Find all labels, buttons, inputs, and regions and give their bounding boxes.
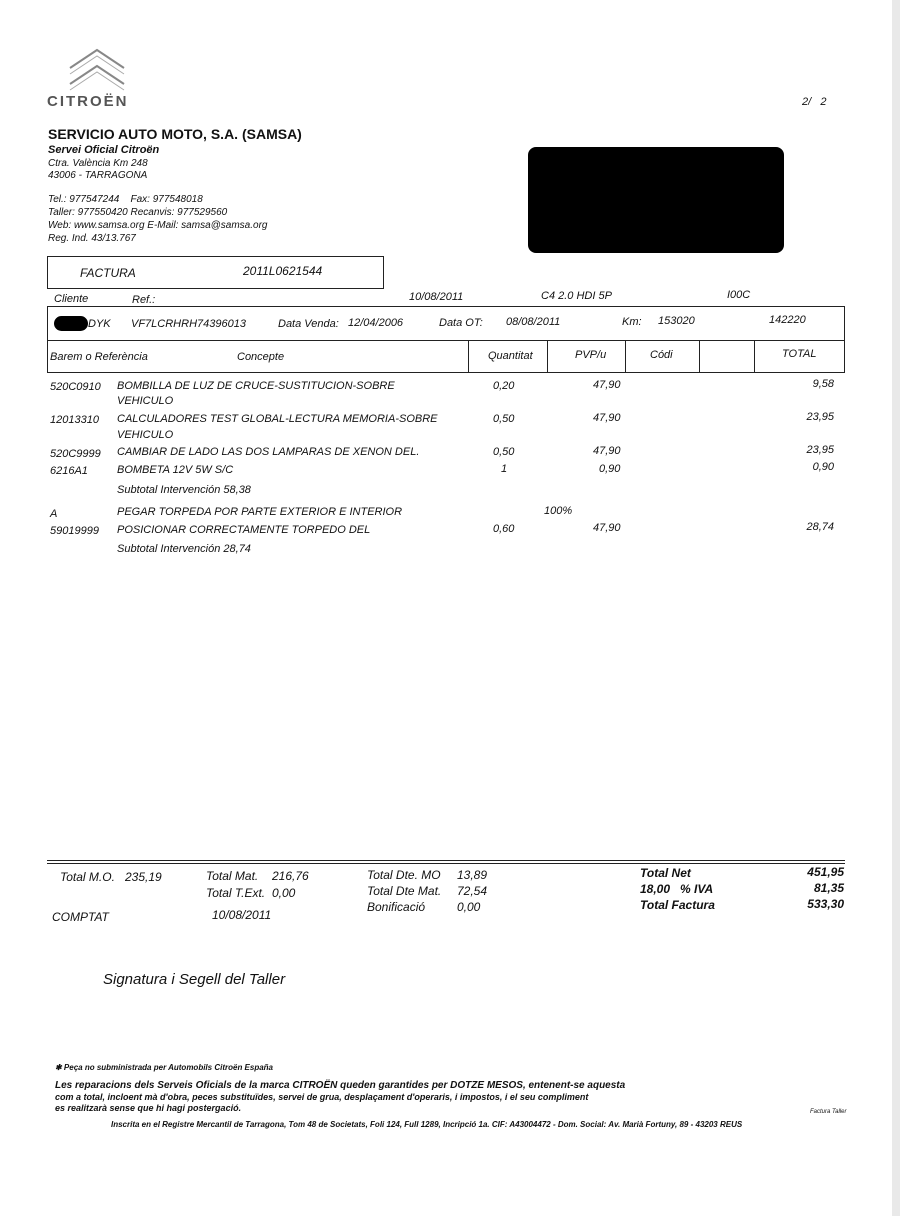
- company-contact2: Taller: 977550420 Recanvis: 977529560: [48, 207, 228, 218]
- bonificacio-label: Bonificació: [367, 900, 426, 914]
- invoice-number: 2011L0621544: [243, 264, 323, 278]
- sale-date: 12/04/2006: [348, 317, 404, 329]
- invoice-label: FACTURA: [80, 266, 136, 280]
- ot-date: 08/08/2011: [506, 316, 561, 328]
- row-total: 28,74: [806, 521, 834, 533]
- row-concept2: VEHICULO: [117, 395, 174, 407]
- row-total: 9,58: [812, 378, 834, 390]
- company-contact3: Web: www.samsa.org E-Mail: samsa@samsa.org: [48, 220, 268, 231]
- header-qty: Quantitat: [488, 350, 533, 362]
- group2-ref: A: [50, 508, 58, 520]
- company-address1: Ctra. València Km 248: [48, 158, 148, 169]
- company-name: SERVICIO AUTO MOTO, S.A. (SAMSA): [48, 126, 302, 142]
- company-service: Servei Oficial Citroën: [48, 144, 160, 156]
- payment-date: 10/08/2011: [212, 908, 272, 922]
- total-mo: 235,19: [125, 870, 162, 884]
- row-pvp: 47,90: [593, 412, 621, 424]
- total-dte-mat-label: Total Dte Mat.: [367, 884, 442, 898]
- bonificacio: 0,00: [457, 900, 481, 914]
- total-dte-mat: 72,54: [457, 884, 488, 898]
- header-concept: Concepte: [237, 351, 285, 363]
- row-qty: 0,60: [493, 523, 515, 535]
- subtotal-1: Subtotal Intervención 58,38: [117, 484, 251, 496]
- header-total: TOTAL: [782, 348, 817, 360]
- row-concept: CAMBIAR DE LADO LAS DOS LAMPARAS DE XENON DEL.: [117, 446, 420, 458]
- company-contact1: Tel.: 977547244 Fax: 977548018: [48, 194, 203, 205]
- iva-label: 18,00 % IVA: [640, 882, 714, 896]
- row-ref: 59019999: [50, 525, 99, 537]
- total-dte-mo: 13,89: [457, 868, 488, 882]
- form-name: Factura Taller: [810, 1109, 847, 1115]
- row-pvp: 47,90: [593, 379, 621, 391]
- page-number: 2/ 2: [802, 96, 827, 108]
- ot-label: Data OT:: [439, 317, 483, 329]
- totals-divider: [47, 863, 845, 864]
- row-total: 23,95: [806, 444, 834, 456]
- km-value: 153020: [658, 315, 695, 327]
- row-concept: CALCULADORES TEST GLOBAL-LECTURA MEMORIA-SOBRE: [117, 413, 438, 425]
- total-factura-label: Total Factura: [640, 898, 715, 912]
- row-ref: 520C9999: [50, 448, 101, 460]
- vehicle-other-number: 142220: [769, 314, 806, 326]
- row-concept2: VEHICULO: [117, 429, 174, 441]
- table-divider: [754, 340, 755, 373]
- total-mat: 216,76: [272, 869, 309, 883]
- totals-divider: [47, 860, 845, 861]
- total-net: 451,95: [807, 865, 844, 879]
- warranty-line2: com a total, incloent mà d'obra, peces substituïdes, servei de grua, desplaçament d'operaris, i impostos, i el seu compliment: [55, 1092, 589, 1102]
- scan-edge: [892, 0, 900, 1216]
- group2-concept: PEGAR TORPEDA POR PARTE EXTERIOR E INTERIOR: [117, 506, 403, 518]
- row-qty: 0,20: [493, 380, 515, 392]
- brand-wordmark: CITROËN: [47, 93, 129, 110]
- subtotal-2: Subtotal Intervención 28,74: [117, 543, 251, 555]
- total-factura: 533,30: [807, 897, 844, 911]
- header-code: Códi: [650, 349, 673, 361]
- table-divider: [699, 340, 700, 373]
- plate-suffix: DYK: [88, 318, 111, 330]
- total-text-label: Total T.Ext.: [206, 886, 266, 900]
- row-qty: 0,50: [493, 413, 515, 425]
- ref-label: Ref.:: [132, 294, 156, 306]
- total-net-label: Total Net: [640, 866, 691, 880]
- group2-percent: 100%: [544, 505, 573, 517]
- vehicle-code: I00C: [727, 289, 751, 301]
- row-concept: POSICIONAR CORRECTAMENTE TORPEDO DEL: [117, 524, 371, 536]
- invoice-date: 10/08/2011: [409, 291, 464, 303]
- row-pvp: 0,90: [599, 463, 621, 475]
- vehicle-model: C4 2.0 HDI 5P: [541, 290, 612, 302]
- row-total: 23,95: [806, 411, 834, 423]
- citroen-chevron-logo-icon: [62, 38, 132, 93]
- total-mo-label: Total M.O.: [60, 870, 115, 884]
- company-address2: 43006 - TARRAGONA: [48, 170, 148, 181]
- table-divider: [468, 340, 469, 373]
- total-mat-label: Total Mat.: [206, 869, 259, 883]
- footer-note: ✱ Peça no subministrada per Automobils Citroën España: [55, 1063, 274, 1072]
- header-pvp: PVP/u: [575, 349, 607, 361]
- iva: 81,35: [813, 881, 844, 895]
- warranty-line3: es realitzarà sense que hi hagi postergació.: [55, 1103, 242, 1113]
- row-qty: 1: [501, 463, 508, 475]
- redacted-address: [528, 147, 784, 253]
- table-header-box: [47, 340, 845, 373]
- header-ref: Barem o Referència: [50, 351, 148, 363]
- sale-date-label: Data Venda:: [278, 318, 339, 330]
- row-ref: 6216A1: [50, 465, 88, 477]
- row-total: 0,90: [812, 461, 834, 473]
- total-text: 0,00: [272, 886, 296, 900]
- total-dte-mo-label: Total Dte. MO: [367, 868, 441, 882]
- payment-method: COMPTAT: [52, 910, 109, 924]
- registry-line: Inscrita en el Registre Mercantil de Tarragona, Tom 48 de Societats, Foli 124, Full 1289, Incripció 1a. CIF: A43004472 - Dom. Social: Av. Marià Fortuny, 89 - 43203 REUS: [111, 1120, 743, 1129]
- row-ref: 12013310: [50, 414, 99, 426]
- row-qty: 0,50: [493, 446, 515, 458]
- row-concept: BOMBETA 12V 5W S/C: [117, 464, 234, 476]
- warranty-line1: Les reparacions dels Serveis Oficials de la marca CITROËN queden garantides per DOTZE MESOS, entenent-se aquesta: [55, 1080, 626, 1091]
- km-label: Km:: [622, 316, 642, 328]
- row-pvp: 47,90: [593, 522, 621, 534]
- redacted-plate: [54, 316, 88, 331]
- signature-label: Signatura i Segell del Taller: [103, 971, 286, 988]
- client-label: Cliente: [54, 293, 89, 305]
- company-reg: Reg. Ind. 43/13.767: [48, 233, 136, 244]
- row-ref: 520C0910: [50, 381, 101, 393]
- row-concept: BOMBILLA DE LUZ DE CRUCE-SUSTITUCION-SOBRE: [117, 380, 395, 392]
- table-divider: [547, 340, 548, 373]
- row-pvp: 47,90: [593, 445, 621, 457]
- vin: VF7LCRHRH74396013: [131, 318, 246, 330]
- table-divider: [625, 340, 626, 373]
